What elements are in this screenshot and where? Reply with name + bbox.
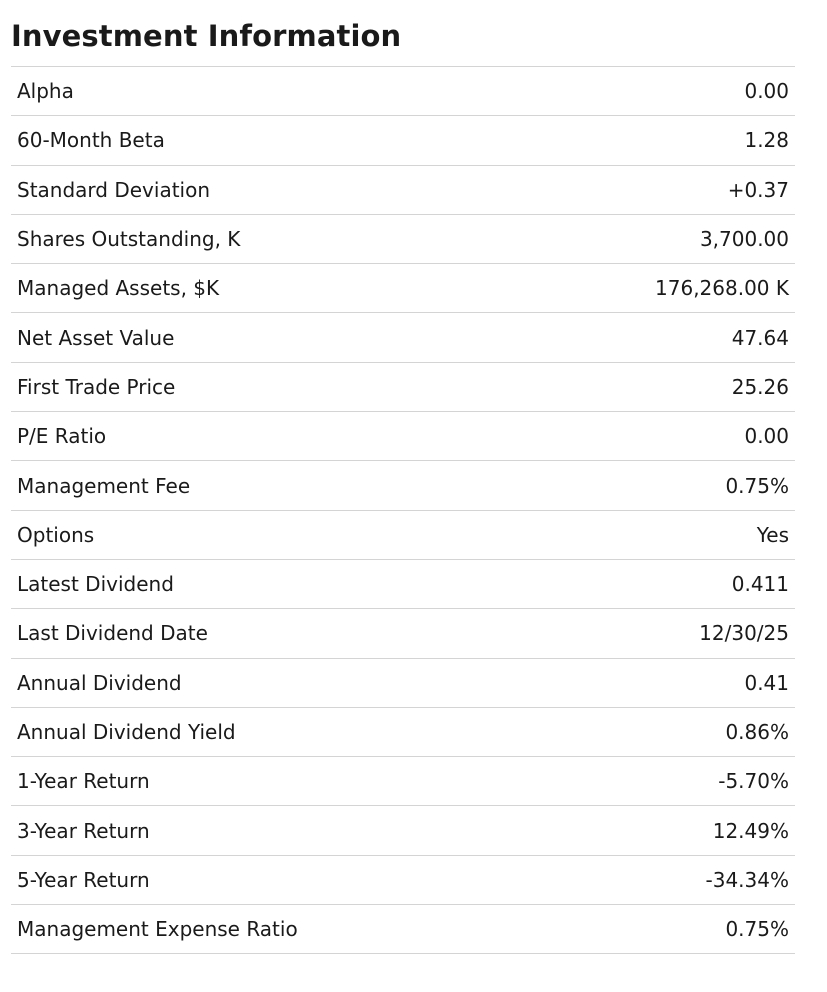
row-label: 60-Month Beta bbox=[17, 128, 165, 153]
info-row-1-year-return bbox=[11, 757, 795, 806]
row-value: +0.37 bbox=[727, 177, 789, 202]
row-value: 0.75% bbox=[725, 917, 789, 942]
row-label: Management Expense Ratio bbox=[17, 917, 298, 942]
info-row-annual-dividend-yield bbox=[11, 708, 795, 757]
info-row-standard-deviation bbox=[11, 166, 795, 215]
row-value: 12.49% bbox=[712, 818, 789, 843]
row-value: Yes bbox=[756, 522, 789, 547]
row-value: -5.70% bbox=[718, 769, 789, 794]
info-row-pe-ratio bbox=[11, 412, 795, 461]
row-value: 12/30/25 bbox=[699, 621, 789, 646]
section-title: Investment Information bbox=[11, 0, 795, 67]
row-label: Alpha bbox=[17, 79, 74, 104]
info-row-5-year-return bbox=[11, 856, 795, 905]
row-value: 176,268.00 K bbox=[655, 276, 789, 301]
row-value: 3,700.00 bbox=[699, 227, 789, 252]
row-label: Managed Assets, $K bbox=[17, 276, 220, 301]
investment-information-panel bbox=[11, 0, 795, 954]
row-label: Last Dividend Date bbox=[17, 621, 208, 646]
info-row-net-asset-value bbox=[11, 313, 795, 362]
row-value: 0.00 bbox=[744, 79, 789, 104]
row-value: 0.41 bbox=[744, 670, 789, 695]
row-label: 1-Year Return bbox=[17, 769, 150, 794]
row-label: Shares Outstanding, K bbox=[17, 227, 241, 252]
row-value: 47.64 bbox=[731, 325, 789, 350]
row-label: Latest Dividend bbox=[17, 572, 174, 597]
info-row-first-trade-price bbox=[11, 363, 795, 412]
info-row-annual-dividend bbox=[11, 659, 795, 708]
row-label: 5-Year Return bbox=[17, 867, 150, 892]
row-label: Annual Dividend Yield bbox=[17, 720, 236, 744]
row-value: 0.411 bbox=[731, 572, 789, 597]
info-row-management-fee bbox=[11, 461, 795, 510]
row-value: 0.00 bbox=[744, 424, 789, 449]
row-label: 3-Year Return bbox=[17, 818, 150, 843]
row-value: 1.28 bbox=[744, 128, 789, 153]
row-label: Annual Dividend bbox=[17, 670, 182, 695]
row-label: First Trade Price bbox=[17, 374, 176, 399]
info-row-3-year-return bbox=[11, 806, 795, 855]
row-label: Net Asset Value bbox=[17, 325, 175, 350]
info-row-60-month-beta bbox=[11, 116, 795, 165]
row-label: P/E Ratio bbox=[17, 424, 107, 449]
row-value: 0.75% bbox=[725, 473, 789, 498]
row-value: 0.86% bbox=[725, 720, 789, 744]
investment-info-list bbox=[11, 67, 795, 954]
row-value: -34.34% bbox=[705, 867, 789, 892]
row-label: Management Fee bbox=[17, 473, 191, 498]
info-row-alpha bbox=[11, 67, 795, 116]
info-row-latest-dividend bbox=[11, 560, 795, 609]
row-label: Options bbox=[17, 522, 95, 547]
info-row-managed-assets bbox=[11, 264, 795, 313]
info-row-options bbox=[11, 511, 795, 560]
row-label: Standard Deviation bbox=[17, 177, 211, 202]
info-row-management-expense-ratio bbox=[11, 905, 795, 954]
info-row-last-dividend-date bbox=[11, 609, 795, 658]
info-row-shares-outstanding bbox=[11, 215, 795, 264]
row-value: 25.26 bbox=[731, 374, 789, 399]
